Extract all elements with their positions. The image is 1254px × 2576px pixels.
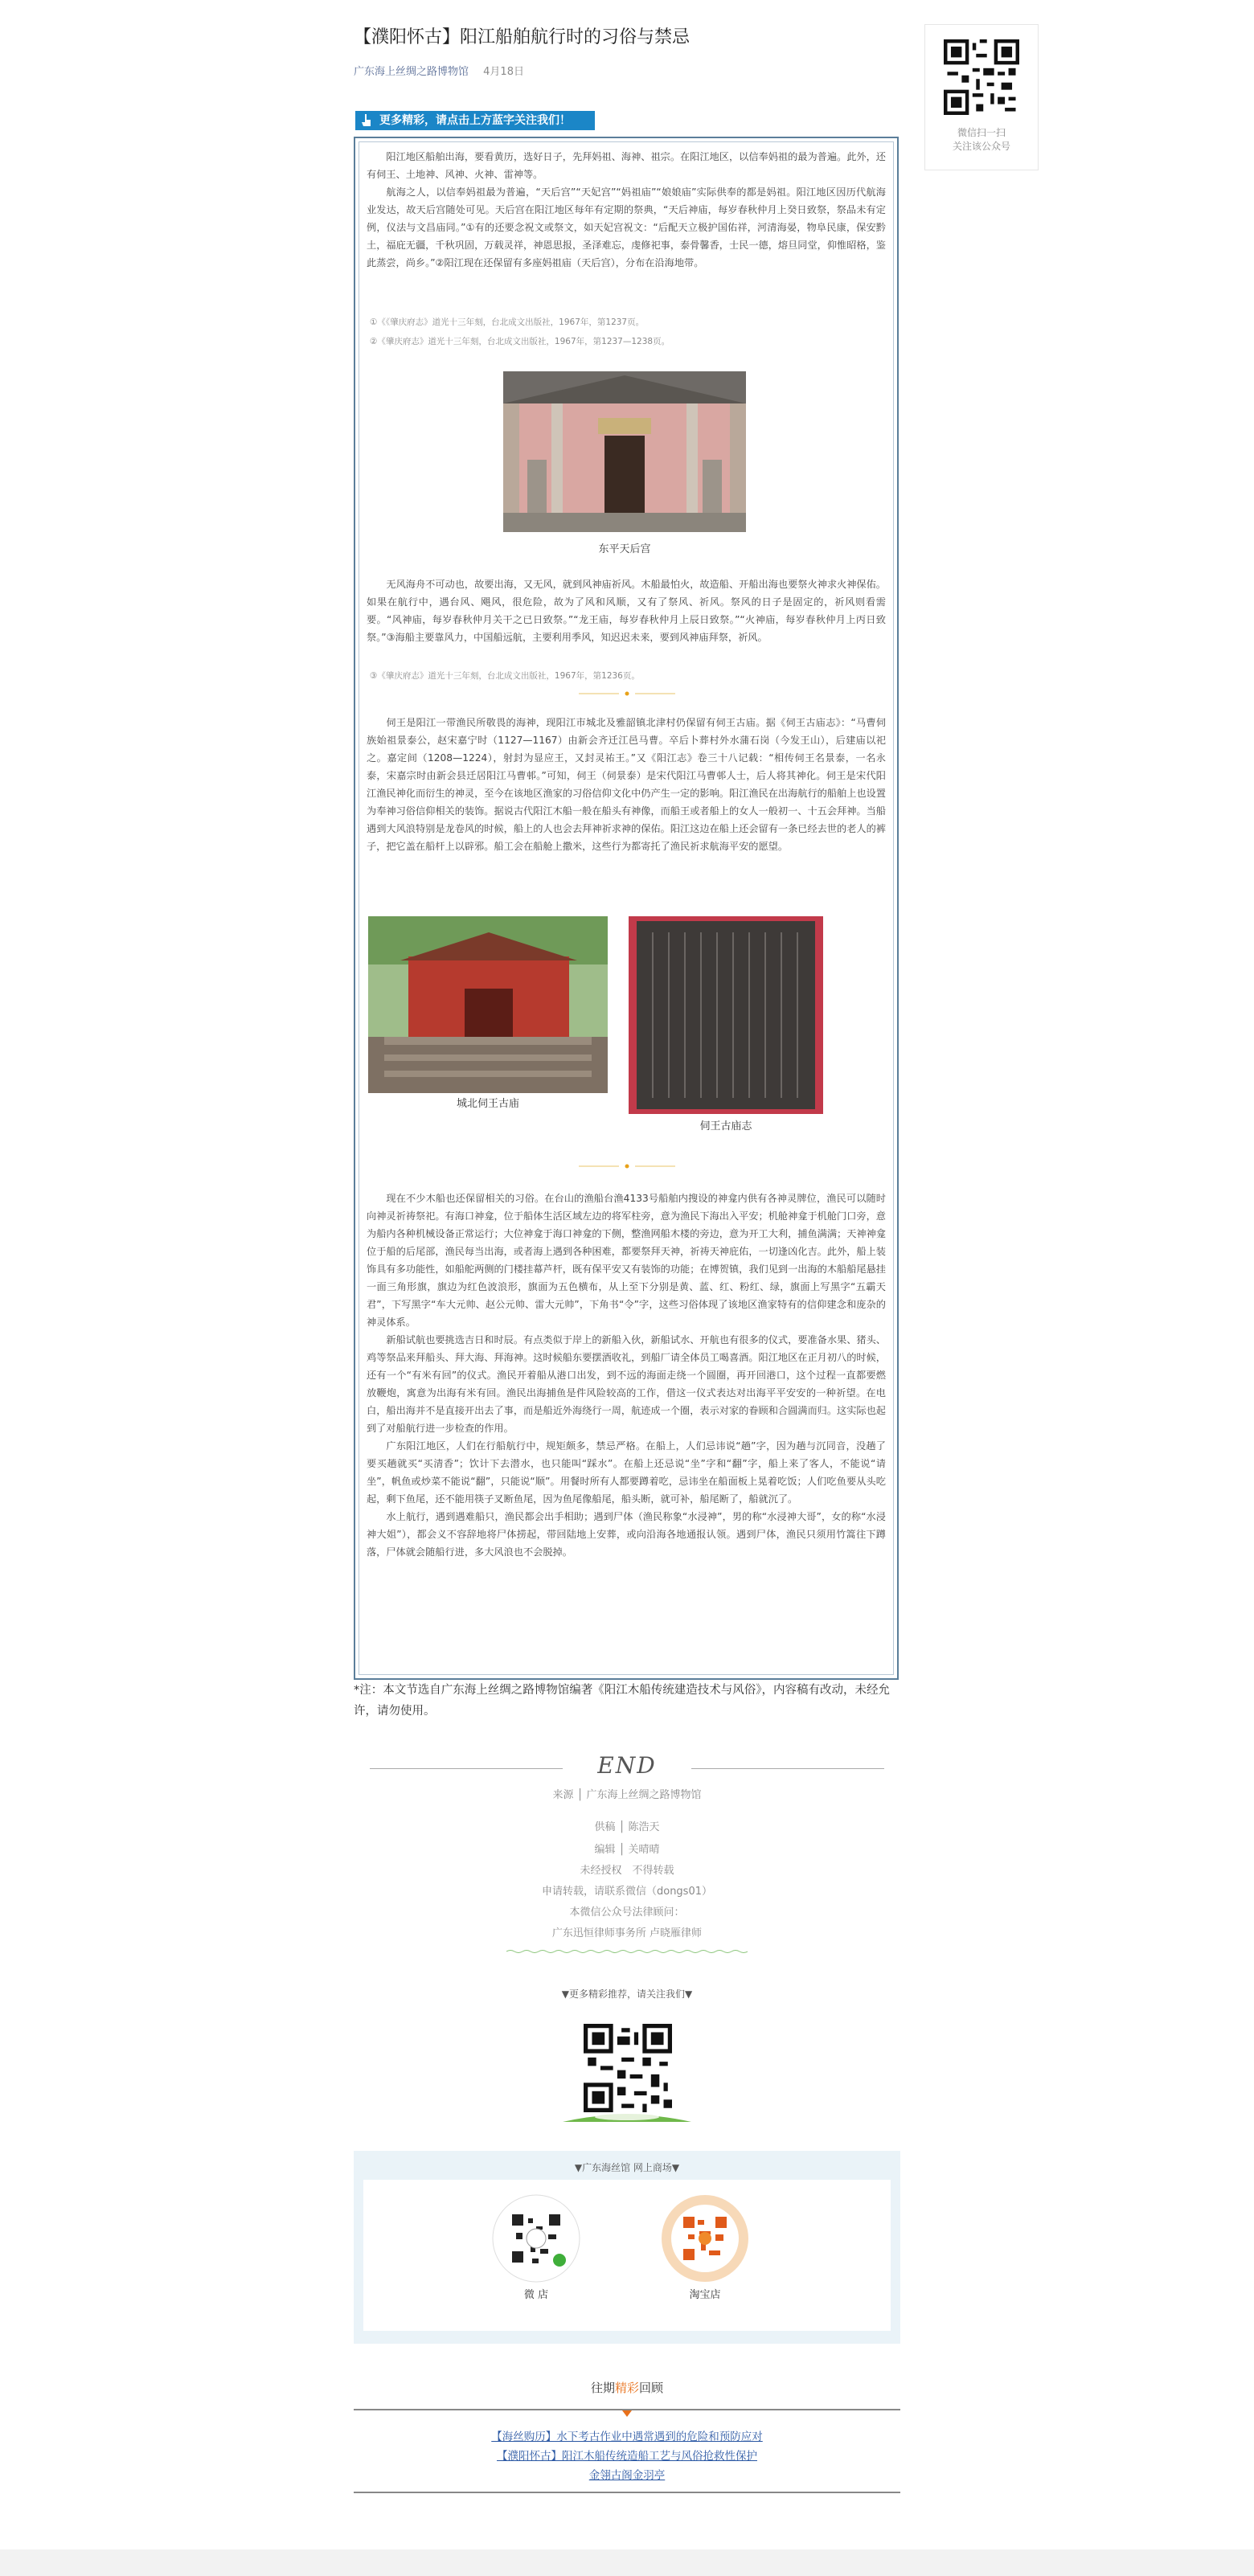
credit-editor: 编辑 │ 关晴晴 bbox=[594, 1844, 660, 1856]
end-line-left bbox=[370, 1768, 563, 1769]
footnote-1: ①《《肇庆府志》道光十三年刻，台北成文出版社，1967年，第1237页。 bbox=[370, 317, 645, 327]
credit-auth: 未经授权 不得转载 bbox=[580, 1865, 674, 1877]
shop-item-weidian-label: 微 店 bbox=[523, 2289, 549, 2301]
section-1-text bbox=[367, 148, 886, 272]
end-line-right bbox=[691, 1768, 884, 1769]
bottom-bar bbox=[0, 2549, 1254, 2576]
taobao-qr-icon bbox=[661, 2194, 749, 2283]
paragraph: 新船试航也要挑选吉日和时辰。有点类似于岸上的新船入伙，新船试水、开航也有很多的仪式，要准备水果、猪头、鸡等祭品来拜船头、拜大海、拜海神。这时候船东要摆酒收礼，到船厂请全体员工喝喜酒。阳江地区在正月初八的时候，还有一个“有米有回”的仪式。渔民开着船从港口出发，到不远的海面走绕一个圆圈，再开回港口，这个过程一直都要燃放鞭炮，寓意为出海有米有回。渔民出海捕鱼是件风险较高的工作，借这一仪式表达对出海平平安安的一种祈望。在电白，船出海并不是直接开出去了事，而是船近外海绕行一周，航迹成一个圈，表示对家的眷顾和合圆满而归。这实际也起到了对船航行进一步检查的作用。 bbox=[367, 1334, 886, 1434]
section-2-text bbox=[367, 575, 886, 646]
divider-ornament bbox=[579, 690, 675, 698]
photo-3-caption: 伺王古庙志 bbox=[699, 1120, 752, 1132]
end-mark: END bbox=[597, 1752, 657, 1779]
publish-date: 4月18日 bbox=[483, 66, 524, 78]
photo-tianhou-temple bbox=[503, 371, 746, 532]
credit-author: 供稿 │ 陈浩天 bbox=[594, 1821, 660, 1833]
credit-reprint: 申请转载，请联系微信（dongs01） bbox=[541, 1886, 712, 1898]
past-divider-arrow bbox=[622, 2410, 632, 2417]
temple-illustration bbox=[503, 371, 746, 532]
past-title: 往期精彩回顾 bbox=[590, 2381, 664, 2395]
grass-decoration bbox=[563, 2106, 691, 2123]
photo-1-caption: 东平天后宫 bbox=[598, 543, 651, 555]
qr-code-icon bbox=[584, 2024, 672, 2112]
shop-item-taobao[interactable] bbox=[661, 2194, 749, 2301]
shop-title: ▼广东海丝馆 网上商场▼ bbox=[574, 2162, 680, 2173]
section-3-text bbox=[367, 714, 886, 855]
pointing-hand-icon bbox=[360, 113, 373, 128]
paragraph: 水上航行，遇到遇难船只，渔民都会出手相助；遇到尸体（渔民称象“水浸神”，男的称“水浸神大哥”，女的称“水浸神大姐”），都会义不容辞地将尸体捞起，带回陆地上安葬，或向沿海各地通报认领。遇到尸体，渔民只须用竹篙往下蹲落，尸体就会随船行进，多大风浪也不会脱掉。 bbox=[367, 1511, 886, 1558]
footnote-3: ③《肇庆府志》道光十三年刻，台北成文出版社，1967年，第1236页。 bbox=[370, 671, 640, 681]
copyright-note: *注：本文节选自广东海上丝绸之路博物馆编著《阳江木船传统建造技术与风俗》，内容稿有改动，未经允许，请勿使用。 bbox=[354, 1684, 890, 1718]
paragraph: 现在不少木船也还保留相关的习俗。在台山的渔船台渔4133号船舶内搜设的神龛内供有各神灵牌位，渔民可以随时向神灵祈祷祭祀。有海口神龛，位于船体生活区域左边的将军柱旁，意为渔民下海出入平安；机舱神龛于机舱门口旁，意为船内各种机械设备正常运行；大位神龛于海口神龛的下侧，整渔网船木楼的旁边，意为开工大利，捕鱼满满；天神神龛位于船的后尾部，渔民每当出海，或者海上遇到各种困难，都要祭拜天神，祈祷天神庇佑，一切逢凶化吉。此外，船上装饰具有多功能性，如船舵两侧的门楼挂幕芦杆，既有保平安又有装饰的功能；在博贺镇，我们见到一出海的木船船尾悬挂一面三角形旗，旗边为红色波浪形，旗面为五色横布，从上至下分别是黄、蓝、红、粉红、绿，旗面上写黑字“五霸天君”，下写黑字“车大元帅、赵公元帅、雷大元帅”，下角书“令”字，这些习俗体现了该地区渔家特有的信仰建念和庞杂的神灵体系。 bbox=[367, 1193, 886, 1328]
side-qr-line2: 关注该公众号 bbox=[952, 141, 1010, 152]
paragraph: 航海之人，以信奉妈祖最为普遍，“天后宫”“天妃宫”“妈祖庙”“娘娘庙”实际供奉的都是妈祖。阳江地区因历代航海业发达，故天后宫随处可见。天后宫在阳江地区每年有定期的祭典，“天后神庙，每岁春秋仲月上癸日致祭，祭品未有定例，仪法与文昌庙同。”①有的还要念祝文或祭文，如天妃宫祝文：“后配天立极护国佑祥，河清海晏，物阜民康，保安黔土，福庇无疆，千秋巩固，万载灵祥，神恩思报，圣泽难忘，虔修祀事，泰骨馨香，士民一德，熔旦同堂，仰惟昭格，鉴此蒸尝，尚乡。”②阳江现在还保留有多座妈祖庙（天后宫），分布在沿海地带。 bbox=[367, 186, 886, 268]
paragraph: 阳江地区船舶出海，要看黄历，选好日子，先拜妈祖、海神、祖宗。在阳江地区，以信奉妈祖的最为普遍。此外，还有伺王、土地神、风神、火神、雷神等。 bbox=[367, 151, 886, 180]
credit-firm: 广东迅恒律师事务所 卢晓雁律师 bbox=[551, 1927, 703, 1939]
past-link[interactable]: 【海丝购历】水下考古作业中遇常遇到的危险和预防应对 bbox=[491, 2431, 763, 2443]
paragraph: 无风海舟不可动也，故要出海，又无风，就到风神庙祈风。木船最怕火，故造船、开船出海也要祭火神求火神保佑。如果在航行中，遇台风、飓风，很危险，故为了风和风顺，又有了祭风、祈风。祭风的日子是固定的，祈风则看需要。“风神庙，每岁春秋仲月关干之已日致祭。”“龙王庙，每岁春秋仲月上辰日致祭。”“火神庙，每岁春秋仲月上丙日致祭。”③海船主要靠风力，中国船远航，主要利用季风，知迟迟未来，要到风神庙拜祭，祈风。 bbox=[367, 579, 886, 643]
shop-item-weidian[interactable] bbox=[492, 2194, 580, 2301]
past-link[interactable]: 金翎古阁金羽亭 bbox=[588, 2469, 666, 2482]
divider-ornament bbox=[579, 1162, 675, 1170]
shop-item-taobao-label: 淘宝店 bbox=[689, 2289, 721, 2301]
photo-temple-stele bbox=[629, 916, 823, 1114]
follow-banner-text: 更多精彩，请点击上方蓝字关注我们！ bbox=[379, 114, 571, 127]
follow-prompt: ▼更多精彩推荐，请关注我们▼ bbox=[561, 1988, 693, 2000]
article-meta bbox=[354, 63, 524, 78]
stele-illustration bbox=[629, 916, 823, 1114]
past-link[interactable]: 【濮阳怀古】阳江木船传统造船工艺与风俗抢救性保护 bbox=[497, 2450, 757, 2463]
photo-chengbei-temple bbox=[368, 916, 608, 1093]
side-qr-panel bbox=[924, 24, 1039, 170]
account-link[interactable]: 广东海上丝绸之路博物馆 bbox=[354, 66, 469, 78]
credit-counsel: 本微信公众号法律顾问： bbox=[569, 1906, 685, 1919]
side-qr-line1: 微信扫一扫 bbox=[957, 127, 1006, 138]
weidian-qr-icon bbox=[492, 2194, 580, 2283]
photo-2-caption: 城北伺王古庙 bbox=[456, 1098, 519, 1110]
paragraph: 广东阳江地区，人们在行船航行中，规矩颇多，禁忌严格。在船上，人们忌讳说“趟”字，因为趟与沉同音，没趟了要买趟就买“买清香”；饮计下去潜水，也只能叫“踩水”。在船上还忌说“坐”字和“翻”字，船上来了客人，不能说“请坐”，帆鱼或炒菜不能说“翻”，只能说“顺”。用餐时所有人都要蹲着吃，忌讳坐在船面板上晃着吃饭；人们吃鱼要从头吃起，剩下鱼尾，还不能用筷子叉断鱼尾，因为鱼尾像船尾，船头断，就可补，船尾断了，船就沉了。 bbox=[367, 1440, 886, 1505]
footnote-2: ②《肇庆府志》道光十三年刻，台北成文出版社，1967年，第1237—1238页。 bbox=[370, 337, 670, 346]
shop-inner bbox=[363, 2180, 891, 2331]
temple-courtyard-illustration bbox=[368, 916, 608, 1093]
follow-banner[interactable] bbox=[355, 111, 595, 130]
paragraph: 伺王是阳江一带渔民所敬畏的海神，现阳江市城北及雅韶镇北津村仍保留有伺王古庙。据《伺王古庙志》：“马曹伺族始祖景泰公，赵宋嘉宁时（1127—1167）由新会齐迁江邑马曹。卒后卜葬村外水蒲石岗（今发王山），后建庙以祀之。嘉定间（1208—1224），射封为显应王，又封灵祐王。”又《阳江志》卷三十八记载：“相传伺王名景泰，一名永泰，宋嘉宗时由新会县迁居阳江马曹邨。”可知，伺王（伺景泰）是宋代阳江马曹邨人士，后人将其神化。伺王是宋代阳江渔民神化而衍生的神灵，至今在该地区渔家的习俗信仰文化中仍产生一定的影响。阳江渔民在出海航行的船舶上也设置为奉神习俗信仰相关的装饰。据说古代阳江木船一般在船头有神像，而船王或者船上的女人一般初一、十五会拜神。当船遇到大风浪特别是龙卷风的时候，船上的人也会去拜神祈求神的保佑。阳江这边在船上还会留有一条已经去世的老人的裤子，把它盖在船杆上以辟邪。船工会在船舱上撒米，这些行为都寄托了渔民祈求航海平安的愿望。 bbox=[367, 717, 886, 852]
article-title: 【濮阳怀古】阳江船舶航行时的习俗与禁忌 bbox=[354, 27, 691, 47]
past-highlights-header bbox=[354, 2379, 900, 2396]
past-bottom-divider bbox=[354, 2492, 900, 2493]
wave-divider bbox=[506, 1949, 748, 1954]
online-shop-panel bbox=[354, 2151, 900, 2344]
section-4-text bbox=[367, 1190, 886, 1561]
past-links bbox=[354, 2427, 900, 2485]
credit-source: 来源 │ 广东海上丝绸之路博物馆 bbox=[552, 1789, 702, 1801]
qr-code-icon bbox=[944, 39, 1019, 115]
